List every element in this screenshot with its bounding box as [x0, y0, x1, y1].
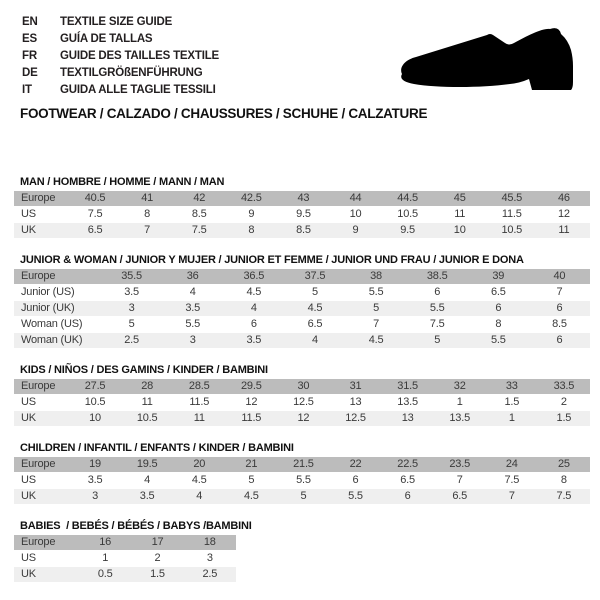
size-value: 44	[349, 192, 362, 204]
size-value: 2.5	[202, 568, 218, 580]
size-value: 6	[556, 334, 563, 346]
size-value: 1.5	[504, 396, 520, 408]
size-value: 5	[128, 318, 135, 330]
table-row	[14, 395, 590, 410]
size-value: 3.5	[124, 286, 139, 298]
row-label: US	[21, 396, 36, 408]
size-value: 3	[189, 334, 196, 346]
size-value: 13.5	[397, 396, 418, 408]
language-code: DE	[22, 66, 38, 79]
language-guide-title: GUIDA ALLE TAGLIE TESSILI	[60, 83, 216, 96]
size-value: 0.5	[97, 568, 113, 580]
size-value: 28	[141, 380, 154, 392]
size-value: 4	[311, 334, 318, 346]
size-value: 41	[141, 192, 154, 204]
size-value: 36.5	[243, 270, 265, 282]
size-value: 4.5	[368, 334, 384, 346]
size-value: 31	[349, 380, 362, 392]
size-value: 42	[193, 192, 206, 204]
table-row	[14, 191, 590, 206]
table-row	[14, 223, 590, 238]
size-value: 6	[250, 318, 257, 330]
size-value: 6	[404, 490, 411, 502]
size-value: 19	[89, 458, 101, 470]
size-value: 36	[186, 270, 199, 282]
size-table	[14, 535, 236, 582]
size-value: 37.5	[304, 270, 326, 282]
size-value: 8	[560, 474, 567, 486]
size-value: 7	[556, 286, 563, 298]
size-value: 6.5	[307, 318, 323, 330]
size-value: 40.5	[84, 192, 106, 204]
size-value: 22	[349, 458, 362, 470]
size-value: 11	[558, 224, 570, 236]
size-value: 35.5	[121, 270, 142, 282]
size-value: 4	[189, 286, 196, 298]
size-value: 45	[453, 192, 466, 204]
size-value: 4.5	[191, 474, 207, 486]
size-value: 5	[311, 286, 318, 298]
row-label: Woman (UK)	[21, 334, 83, 346]
size-value: 8.5	[296, 224, 311, 236]
size-value: 5	[300, 490, 307, 502]
size-value: 7.5	[191, 224, 207, 236]
table-row	[14, 207, 590, 222]
size-value: 3	[206, 552, 213, 564]
row-label: Junior (US)	[21, 286, 75, 298]
size-value: 29.5	[241, 380, 262, 392]
table-row	[14, 317, 590, 332]
size-value: 12	[245, 396, 258, 408]
size-value: 25	[557, 458, 570, 470]
table-row	[14, 567, 236, 582]
table-row	[14, 285, 590, 300]
size-value: 11	[193, 412, 205, 424]
size-value: 30	[297, 380, 310, 392]
size-value: 7	[373, 318, 380, 330]
size-value: 4	[144, 474, 151, 486]
size-table-section	[14, 176, 590, 238]
size-table	[14, 457, 590, 504]
size-value: 5.5	[185, 318, 201, 330]
size-value: 13	[401, 412, 414, 424]
table-row	[14, 333, 590, 348]
size-value: 6.5	[400, 474, 415, 486]
row-label: Europe	[21, 380, 56, 392]
row-label: UK	[21, 412, 36, 424]
size-value: 42.5	[241, 192, 262, 204]
size-value: 7.5	[504, 474, 520, 486]
size-value: 39	[492, 270, 505, 282]
size-value: 22.5	[397, 458, 418, 470]
size-value: 12.5	[345, 412, 366, 424]
language-row	[22, 64, 219, 81]
size-value: 1	[456, 396, 463, 408]
size-value: 4	[250, 302, 257, 314]
size-value: 5.5	[429, 302, 445, 314]
language-guide-title: GUÍA DE TALLAS	[60, 32, 153, 45]
size-value: 1.5	[150, 568, 165, 580]
size-value: 6	[556, 302, 563, 314]
size-value: 1	[102, 552, 109, 564]
table-row	[14, 379, 590, 394]
size-value: 11	[454, 208, 466, 220]
table-row	[14, 489, 590, 504]
size-value: 6	[434, 286, 441, 298]
size-value: 33.5	[553, 380, 575, 392]
shoe-silhouette	[401, 28, 573, 90]
size-value: 40	[553, 270, 566, 282]
size-value: 21	[245, 458, 258, 470]
row-label: Woman (US)	[21, 318, 83, 330]
size-value: 12	[297, 412, 310, 424]
size-value: 6.5	[452, 490, 468, 502]
row-label: Europe	[21, 536, 56, 548]
table-title: MAN / HOMBRE / HOMME / MANN / MAN	[20, 176, 225, 188]
size-value: 5.5	[368, 286, 384, 298]
size-value: 11.5	[501, 208, 522, 220]
row-label: UK	[21, 224, 36, 236]
row-label: US	[21, 474, 36, 486]
table-title: JUNIOR & WOMAN / JUNIOR Y MUJER / JUNIOR ET FEMME / JUNIOR UND FRAU / JUNIOR E DONA	[20, 254, 524, 266]
table-row	[14, 551, 236, 566]
size-value: 21.5	[293, 458, 314, 470]
size-value: 13.5	[449, 412, 470, 424]
size-value: 11	[141, 396, 153, 408]
size-value: 5	[434, 334, 441, 346]
size-value: 3.5	[87, 474, 103, 486]
language-code: FR	[22, 49, 37, 62]
size-table-section	[14, 442, 590, 504]
table-title: CHILDREN / INFANTIL / ENFANTS / KINDER / BAMBINI	[20, 442, 294, 454]
size-value: 10	[453, 224, 466, 236]
table-row	[14, 269, 590, 284]
table-title: KIDS / NIÑOS / DES GAMINS / KINDER / BAMBINI	[20, 364, 268, 376]
size-value: 10.5	[84, 396, 106, 408]
size-table	[14, 269, 590, 348]
size-value: 12	[557, 208, 570, 220]
size-value: 18	[203, 536, 216, 548]
size-value: 9	[352, 224, 359, 236]
size-value: 43	[297, 192, 310, 204]
size-value: 3.5	[246, 334, 262, 346]
row-label: Europe	[21, 458, 56, 470]
size-value: 3.5	[185, 302, 201, 314]
size-value: 1	[508, 412, 515, 424]
size-value: 16	[99, 536, 112, 548]
size-value: 7	[456, 474, 463, 486]
size-value: 38	[370, 270, 382, 282]
size-value: 5.5	[348, 490, 363, 502]
size-value: 27.5	[84, 380, 106, 392]
table-title: BABIES / BEBÉS / BÉBÉS / BABYS /BAMBINI	[20, 520, 252, 532]
size-table-section	[14, 520, 252, 582]
size-value: 5.5	[490, 334, 506, 346]
tables-container	[14, 176, 590, 598]
row-label: US	[21, 208, 36, 220]
size-value: 5	[248, 474, 255, 486]
row-label: UK	[21, 490, 36, 502]
size-value: 10	[349, 208, 362, 220]
size-value: 6	[352, 474, 359, 486]
language-row	[22, 13, 219, 30]
size-value: 6.5	[490, 286, 506, 298]
size-value: 9	[248, 208, 255, 220]
size-value: 11.5	[241, 412, 262, 424]
size-value: 38.5	[426, 270, 448, 282]
table-row	[14, 411, 590, 426]
language-list	[22, 13, 219, 98]
row-label: Europe	[21, 270, 56, 282]
category-title: FOOTWEAR / CALZADO / CHAUSSURES / SCHUHE / CALZATURE	[20, 106, 428, 121]
size-value: 23.5	[449, 458, 470, 470]
size-value: 10.5	[136, 412, 158, 424]
language-guide-title: TEXTILGRÖßENFÜHRUNG	[60, 66, 203, 79]
language-row	[22, 47, 219, 64]
size-value: 19.5	[136, 458, 158, 470]
size-value: 8	[248, 224, 255, 236]
size-value: 1.5	[556, 412, 572, 424]
size-value: 28.5	[188, 380, 210, 392]
table-row	[14, 535, 236, 550]
size-value: 7.5	[429, 318, 445, 330]
size-value: 4.5	[246, 286, 262, 298]
size-value: 10.5	[397, 208, 418, 220]
size-table	[14, 191, 590, 238]
size-value: 6.5	[87, 224, 103, 236]
size-value: 45.5	[501, 192, 523, 204]
language-guide-title: TEXTILE SIZE GUIDE	[60, 15, 173, 28]
size-value: 2	[154, 552, 161, 564]
language-code: ES	[22, 32, 37, 45]
size-value: 3.5	[139, 490, 155, 502]
size-value: 10	[89, 412, 101, 424]
size-value: 17	[151, 536, 164, 548]
row-label: Europe	[21, 192, 56, 204]
row-label: US	[21, 552, 36, 564]
shoe-icon	[392, 26, 582, 96]
language-code: EN	[22, 15, 38, 28]
language-row	[22, 81, 219, 98]
size-value: 4	[196, 490, 203, 502]
size-value: 3	[92, 490, 98, 502]
size-value: 2	[560, 396, 567, 408]
size-value: 7	[144, 224, 151, 236]
table-row	[14, 301, 590, 316]
language-code: IT	[22, 83, 32, 96]
size-value: 6	[495, 302, 502, 314]
size-value: 7	[508, 490, 515, 502]
size-value: 44.5	[397, 192, 418, 204]
size-value: 9.5	[296, 208, 311, 220]
size-value: 31.5	[397, 380, 418, 392]
size-value: 46	[557, 192, 570, 204]
size-value: 4.5	[307, 302, 323, 314]
size-value: 32	[453, 380, 466, 392]
size-value: 5.5	[296, 474, 311, 486]
size-value: 33	[505, 380, 518, 392]
size-value: 12.5	[293, 396, 314, 408]
size-table	[14, 379, 590, 426]
size-value: 8	[495, 318, 502, 330]
size-value: 7.5	[556, 490, 572, 502]
size-value: 3	[128, 302, 135, 314]
language-guide-title: GUIDE DES TAILLES TEXTILE	[60, 49, 219, 62]
table-row	[14, 457, 590, 472]
row-label: UK	[21, 568, 36, 580]
size-value: 8	[144, 208, 151, 220]
size-value: 24	[505, 458, 518, 470]
size-value: 10.5	[501, 224, 523, 236]
size-table-section	[14, 254, 590, 348]
table-row	[14, 473, 590, 488]
size-table-section	[14, 364, 590, 426]
size-value: 20	[193, 458, 206, 470]
size-value: 4.5	[243, 490, 259, 502]
size-value: 8.5	[552, 318, 567, 330]
size-value: 5	[373, 302, 380, 314]
size-value: 7.5	[87, 208, 103, 220]
row-label: Junior (UK)	[21, 302, 75, 314]
size-value: 9.5	[400, 224, 415, 236]
language-row	[22, 30, 219, 47]
size-value: 2.5	[124, 334, 139, 346]
size-value: 8.5	[191, 208, 207, 220]
size-value: 13	[349, 396, 362, 408]
size-value: 11.5	[189, 396, 210, 408]
